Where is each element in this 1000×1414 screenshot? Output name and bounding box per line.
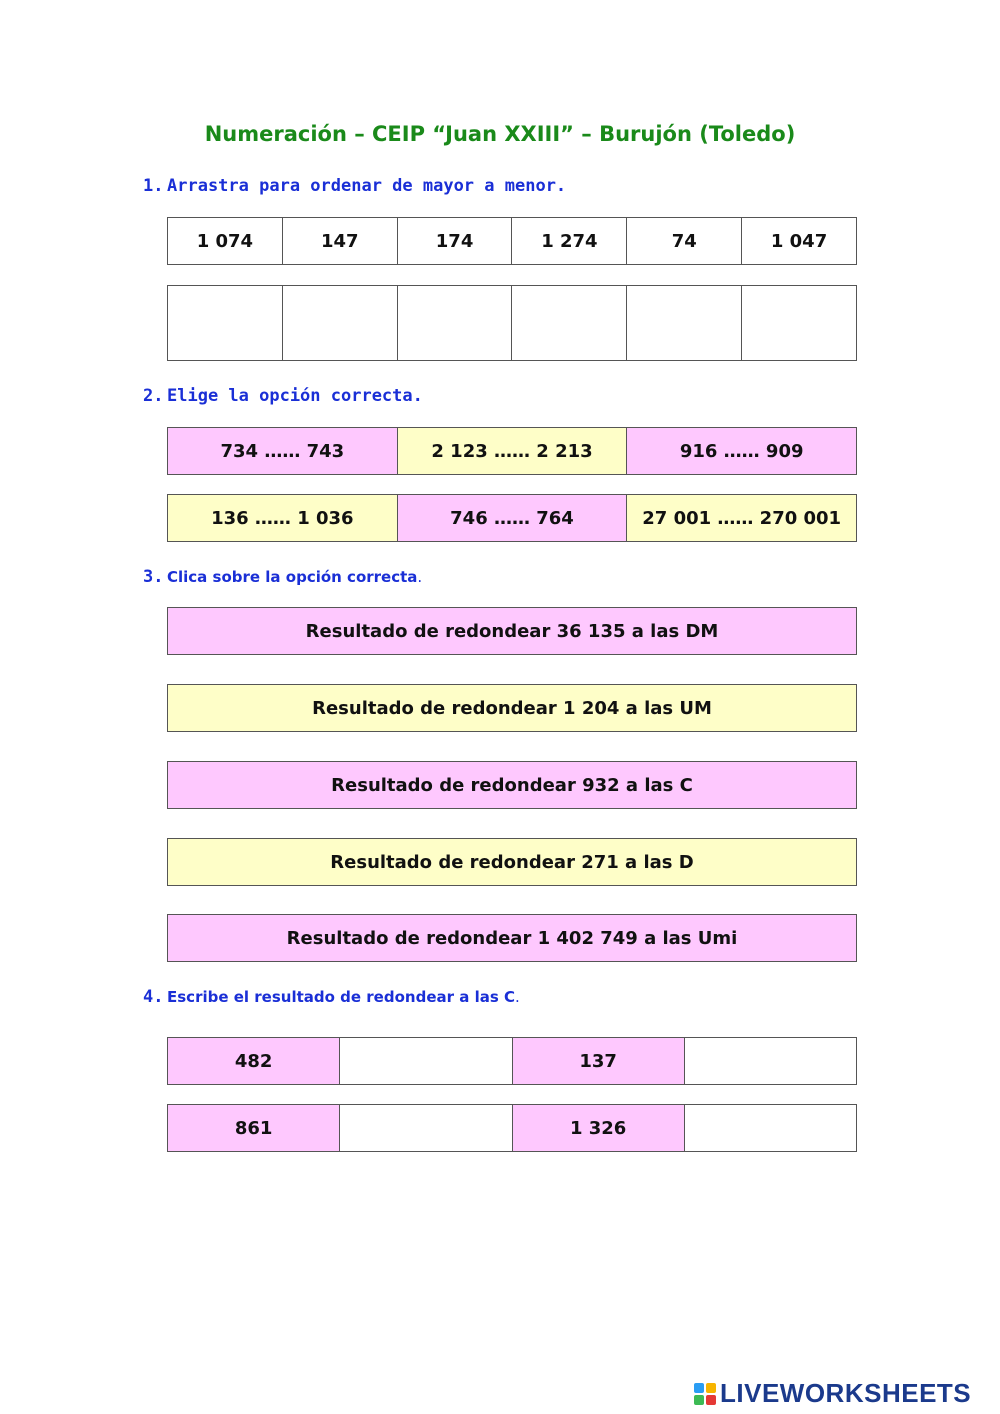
comparison-select[interactable]: 2 123 …… 2 213 — [397, 428, 627, 474]
drop-slots-row — [167, 285, 857, 361]
question-4-punct: . — [515, 988, 520, 1006]
drop-slot[interactable] — [511, 286, 626, 360]
question-2-text: Elige la opción correcta. — [167, 386, 423, 406]
drag-item[interactable]: 1 274 — [511, 218, 626, 264]
drop-slot[interactable] — [626, 286, 741, 360]
question-1-number: 1. — [143, 176, 164, 196]
rounding-input-row-2 — [167, 1104, 857, 1152]
question-2-number: 2. — [143, 386, 164, 406]
question-4 — [143, 987, 520, 1007]
rounding-answer-input[interactable] — [684, 1105, 856, 1151]
comparison-select[interactable]: 136 …… 1 036 — [168, 495, 397, 541]
rounding-option[interactable]: Resultado de redondear 932 a las C — [167, 761, 857, 809]
rounding-answer-input[interactable] — [339, 1038, 511, 1084]
question-2 — [143, 386, 423, 406]
drop-slot[interactable] — [282, 286, 397, 360]
question-4-text: Escribe el resultado de redondear a las C — [167, 988, 515, 1006]
logo-text: LIVEWORKSHEETS — [720, 1378, 972, 1408]
comparison-row-2 — [167, 494, 857, 542]
drop-slot[interactable] — [397, 286, 512, 360]
drag-item[interactable]: 1 047 — [741, 218, 856, 264]
question-3 — [143, 567, 422, 587]
rounding-option[interactable]: Resultado de redondear 271 a las D — [167, 838, 857, 886]
page-title: Numeración – CEIP “Juan XXIII” – Burujón (Toledo) — [204, 122, 796, 146]
comparison-row-1 — [167, 427, 857, 475]
rounding-number: 137 — [512, 1038, 684, 1084]
rounding-input-row-1 — [167, 1037, 857, 1085]
question-4-number: 4. — [143, 987, 164, 1007]
rounding-number: 1 326 — [512, 1105, 684, 1151]
liveworksheets-logo-icon — [694, 1383, 716, 1405]
rounding-option[interactable]: Resultado de redondear 1 204 a las UM — [167, 684, 857, 732]
question-3-text: Clica sobre la opción correcta — [167, 568, 418, 586]
question-1-text: Arrastra para ordenar de mayor a menor. — [167, 176, 567, 196]
rounding-number: 861 — [168, 1105, 339, 1151]
comparison-select[interactable]: 734 …… 743 — [168, 428, 397, 474]
drag-item[interactable]: 174 — [397, 218, 512, 264]
comparison-select[interactable]: 916 …… 909 — [626, 428, 856, 474]
question-1 — [143, 176, 566, 196]
comparison-select[interactable]: 746 …… 764 — [397, 495, 627, 541]
drag-item[interactable]: 147 — [282, 218, 397, 264]
drag-items-row — [167, 217, 857, 265]
rounding-answer-input[interactable] — [684, 1038, 856, 1084]
drop-slot[interactable] — [741, 286, 856, 360]
drag-item[interactable]: 1 074 — [196, 230, 254, 252]
rounding-option[interactable]: Resultado de redondear 1 402 749 a las Umi — [167, 914, 857, 962]
question-3-number: 3. — [143, 567, 164, 587]
question-3-punct: . — [417, 568, 423, 586]
rounding-option[interactable]: Resultado de redondear 36 135 a las DM — [167, 607, 857, 655]
drag-item[interactable]: 74 — [626, 218, 741, 264]
rounding-answer-input[interactable] — [339, 1105, 511, 1151]
drop-slot[interactable] — [168, 286, 282, 360]
comparison-select[interactable]: 27 001 …… 270 001 — [626, 495, 856, 541]
rounding-number: 482 — [168, 1038, 339, 1084]
liveworksheets-logo — [694, 1378, 971, 1409]
